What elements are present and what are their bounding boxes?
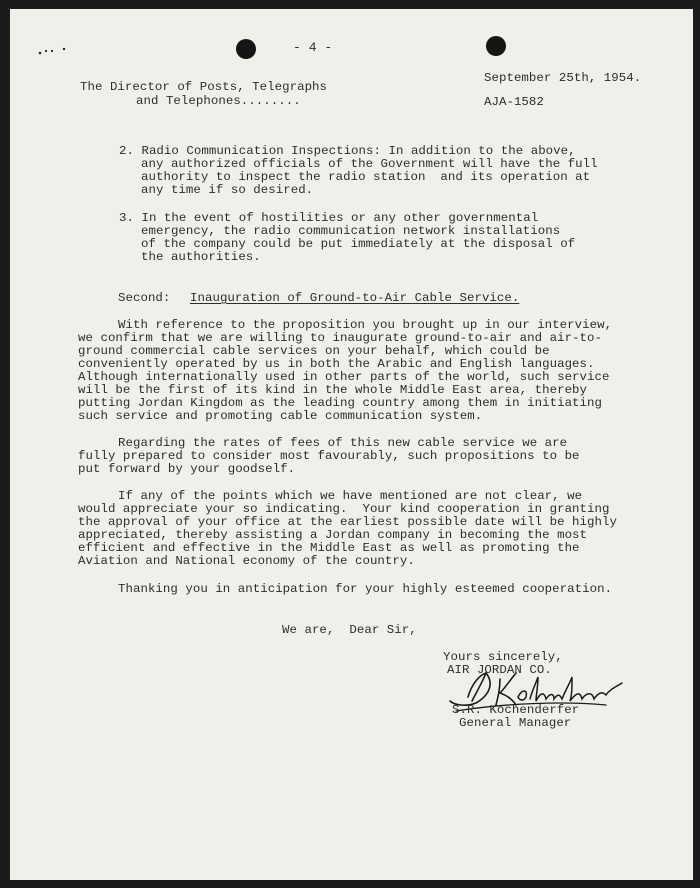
item-3-line: of the company could be put immediately at the disposal of — [141, 237, 576, 251]
salutation: We are, Dear Sir, — [282, 623, 417, 637]
paragraph-line: conveniently operated by us in both the Arabic and English languages. — [78, 357, 595, 371]
section-label: Second: — [118, 291, 171, 305]
addressee-line-2: and Telephones........ — [136, 94, 301, 108]
paragraph-line: such service and promoting cable communication system. — [78, 409, 483, 423]
signer-name: S.R. Kochenderfer — [452, 703, 580, 717]
paragraph-line: appreciated, thereby assisting a Jordan company in becoming the most — [78, 528, 588, 542]
item-2-line: 2. Radio Communication Inspections: In addition to the above, — [119, 144, 576, 158]
item-2-line: any authorized officials of the Government will have the full — [141, 157, 598, 171]
reference-number: AJA-1582 — [484, 95, 544, 109]
paragraph-4: Thanking you in anticipation for your highly esteemed cooperation. — [118, 582, 613, 596]
letter-date: September 25th, 1954. — [484, 71, 642, 85]
punch-hole-left — [236, 39, 256, 59]
paragraph-line: efficient and effective in the Middle East as well as promoting the — [78, 541, 580, 555]
paragraph-line: put forward by your goodself. — [78, 462, 296, 476]
paragraph-line: ground commercial cable services on your behalf, which could be — [78, 344, 550, 358]
paragraph-line: the approval of your office at the earliest possible date will be highly — [78, 515, 617, 529]
paragraph-line: With reference to the proposition you brought up in our interview, — [118, 318, 613, 332]
page-number: - 4 - — [293, 40, 333, 55]
item-2-line: authority to inspect the radio station and its operation at — [141, 170, 591, 184]
paragraph-line: will be the first of its kind in the whole Middle East area, thereby — [78, 383, 588, 397]
paragraph-line: fully prepared to consider most favourably, such propositions to be — [78, 449, 580, 463]
paragraph-line: we confirm that we are willing to inaugurate ground-to-air and air-to- — [78, 331, 602, 345]
item-2-line: any time if so desired. — [141, 183, 314, 197]
paragraph-line: Although internationally used in other parts of the world, such service — [78, 370, 610, 384]
yours-sincerely: Yours sincerely, — [443, 650, 563, 664]
item-3-line: 3. In the event of hostilities or any other governmental — [119, 211, 539, 225]
paragraph-line: would appreciate your so indicating. Your kind cooperation in granting — [78, 502, 610, 516]
addressee-line-1: The Director of Posts, Telegraphs — [80, 80, 328, 94]
ink-mark-icon — [38, 47, 68, 55]
paragraph-line: If any of the points which we have mentioned are not clear, we — [118, 489, 583, 503]
punch-hole-right — [486, 36, 506, 56]
paragraph-line: putting Jordan Kingdom as the leading country among them in initiating — [78, 396, 602, 410]
letter-page — [10, 9, 693, 880]
company-name: AIR JORDAN CO. — [447, 663, 552, 677]
item-3-line: emergency, the radio communication network installations — [141, 224, 561, 238]
signer-title: General Manager — [459, 716, 572, 730]
paragraph-line: Aviation and National economy of the country. — [78, 554, 415, 568]
item-3-line: the authorities. — [141, 250, 261, 264]
section-title: Inauguration of Ground-to-Air Cable Service. — [190, 291, 520, 305]
paragraph-line: Regarding the rates of fees of this new cable service we are — [118, 436, 568, 450]
